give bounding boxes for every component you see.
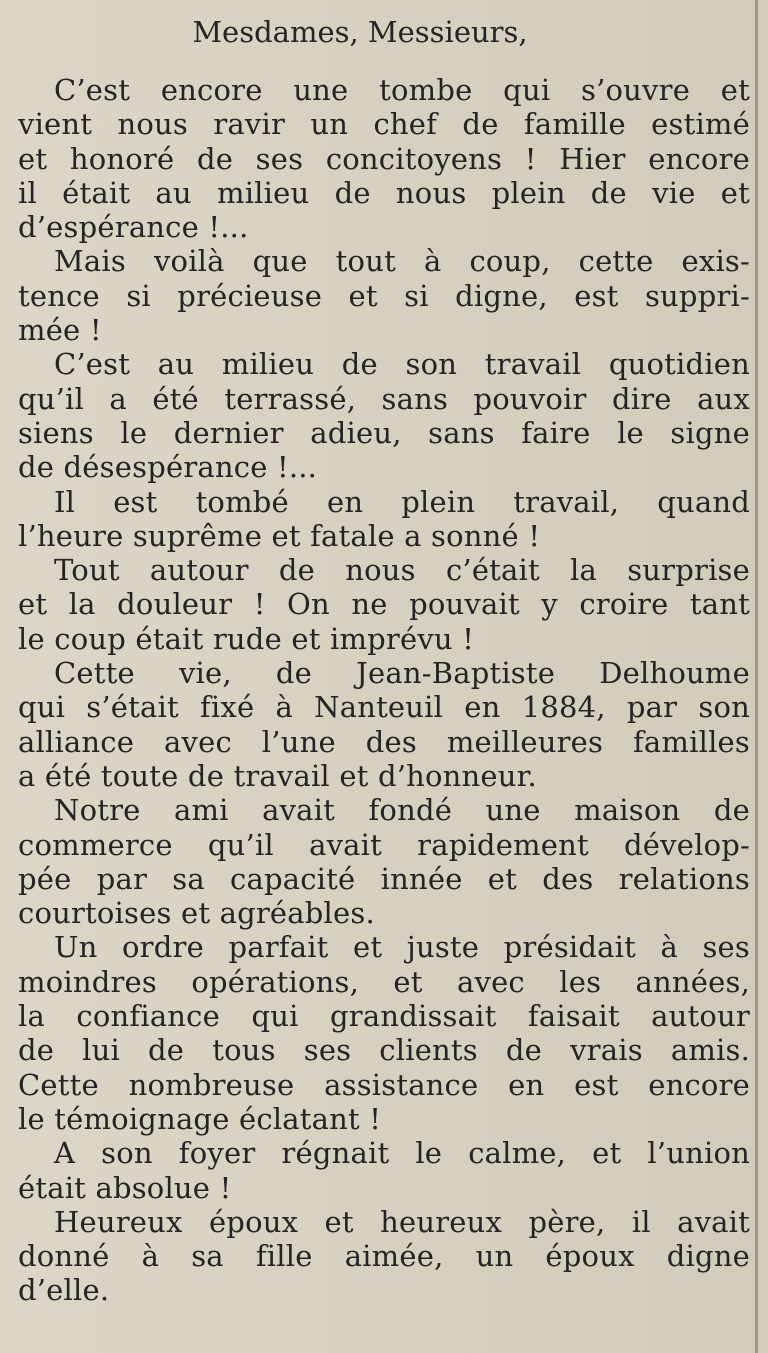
text-line: de lui de tous ses clients de vrais amis. <box>18 1033 750 1068</box>
text-line: le témoignage éclatant ! <box>18 1101 382 1136</box>
text-line: C’est encore une tombe qui s’ouvre et <box>54 73 750 107</box>
text-line: Il est tombé en plein travail, quand <box>54 484 750 519</box>
paragraph <box>18 73 750 244</box>
paragraph <box>18 485 750 554</box>
paragraph <box>18 656 750 793</box>
text-line: qu’il a été terrassé, sans pouvoir dire aux <box>18 381 750 416</box>
text-line: siens le dernier adieu, sans faire le signe <box>18 415 750 450</box>
text-line: commerce qu’il avait rapidement dévelop- <box>18 827 750 862</box>
text-line: tence si précieuse et si digne, est suppri- <box>18 278 750 313</box>
text-line: de désespérance !... <box>18 450 318 485</box>
text-line: vient nous ravir un chef de famille estimé <box>18 107 750 142</box>
text-line: pée par sa capacité innée et des relations <box>18 861 750 896</box>
text-line: Heureux époux et heureux père, il avait <box>54 1204 750 1239</box>
text-line: et la douleur ! On ne pouvait y croire tant <box>18 587 750 622</box>
salutation: Mesdames, Messieurs, <box>192 15 528 49</box>
text-line: Cette nombreuse assistance en est encore <box>18 1067 750 1102</box>
paragraph <box>18 1136 750 1205</box>
text-line: Un ordre parfait et juste présidait à ses <box>54 930 750 965</box>
text-line: d’espérance !... <box>18 210 249 245</box>
text-line: Cette vie, de Jean-Baptiste Delhoume <box>54 656 750 691</box>
text-line: moindres opérations, et avec les années, <box>18 964 750 999</box>
text-line: Notre ami avait fondé une maison de <box>54 793 750 828</box>
text-line: alliance avec l’une des meilleures familles <box>18 724 750 759</box>
text-line: A son foyer régnait le calme, et l’union <box>54 1136 750 1171</box>
text-line: et honoré de ses concitoyens ! Hier encore <box>18 141 750 176</box>
text-line: il était au milieu de nous plein de vie et <box>18 175 750 210</box>
paragraph <box>18 930 750 1136</box>
paragraph <box>18 244 750 347</box>
text-line: Mais voilà que tout à coup, cette exis- <box>54 244 750 279</box>
speech-body <box>18 73 750 1308</box>
text-line: Tout autour de nous c’était la surprise <box>54 553 750 588</box>
paragraph <box>18 553 750 656</box>
text-line: l’heure suprême et fatale a sonné ! <box>18 518 541 553</box>
text-line: courtoises et agréables. <box>18 896 375 931</box>
paragraph <box>18 1205 750 1308</box>
paragraph <box>18 347 750 484</box>
text-line: mée ! <box>18 313 102 348</box>
text-line: d’elle. <box>18 1273 110 1308</box>
text-line: le coup était rude et imprévu ! <box>18 621 475 656</box>
column-rule <box>755 0 758 1353</box>
text-line: était absolue ! <box>18 1170 232 1205</box>
text-line: C’est au milieu de son travail quotidien <box>54 347 750 382</box>
text-line: a été toute de travail et d’honneur. <box>18 758 537 793</box>
text-line: qui s’était fixé à Nanteuil en 1884, par son <box>18 690 750 725</box>
text-line: la confiance qui grandissait faisait autour <box>18 999 750 1034</box>
text-line: donné à sa fille aimée, un époux digne <box>18 1239 750 1274</box>
paragraph <box>18 793 750 930</box>
